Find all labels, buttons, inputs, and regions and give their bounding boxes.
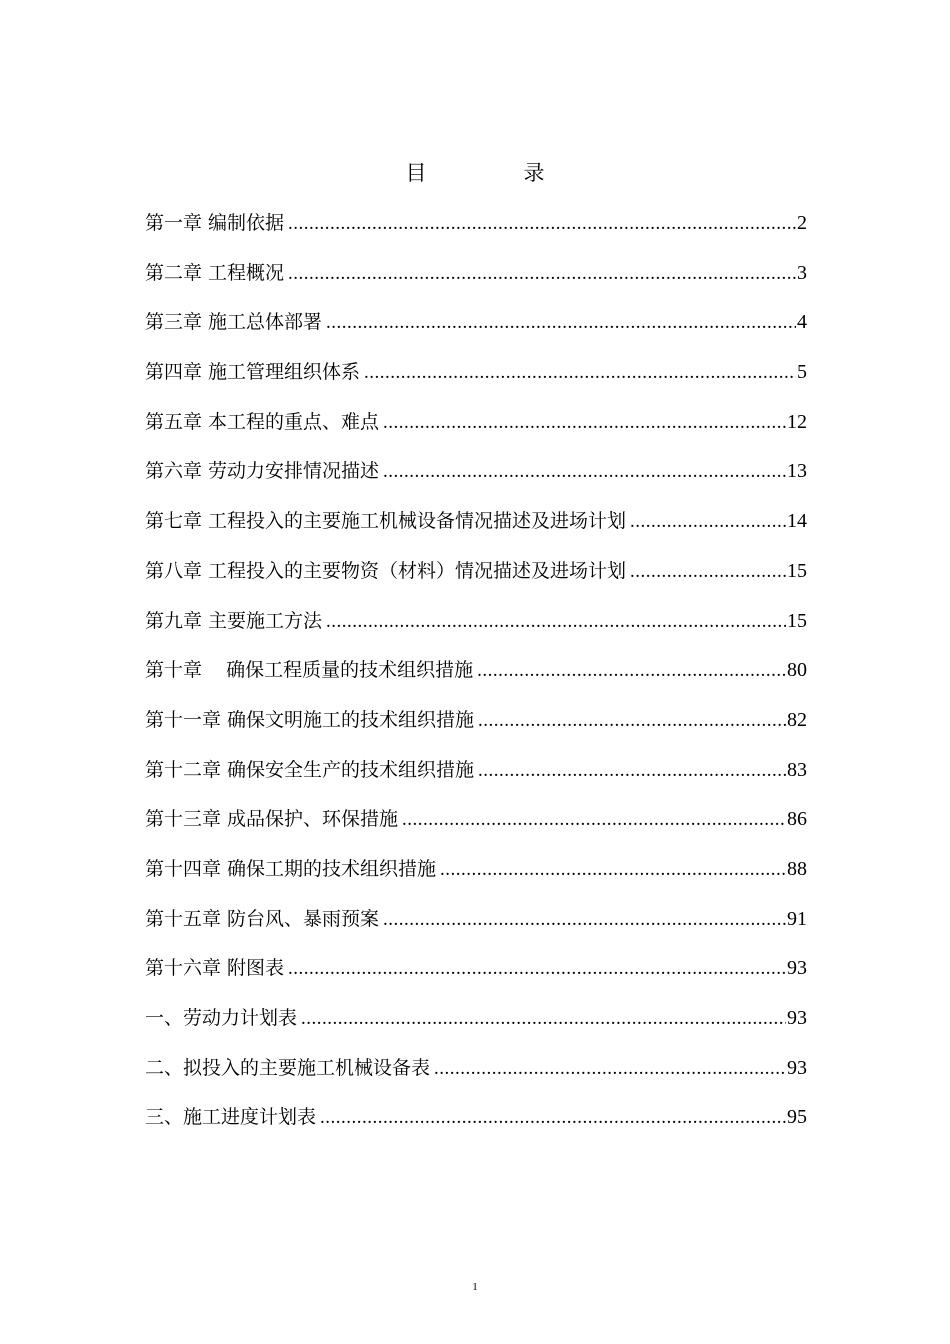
- toc-entry[interactable]: [145, 506, 807, 556]
- toc-entry-label: 第十章 确保工程质量的技术组织措施: [145, 659, 474, 682]
- toc-entry-page: 93: [787, 1056, 807, 1079]
- toc-entry-page: 12: [787, 410, 807, 433]
- toc-dot-leader: [434, 1054, 786, 1084]
- toc-entry-label: 第三章 施工总体部署: [145, 311, 323, 334]
- toc-entry-label: 第十四章 确保工期的技术组织措施: [145, 857, 437, 880]
- toc-entry-page: 86: [787, 808, 807, 831]
- page-number: 1: [472, 1281, 478, 1293]
- toc-dot-leader: [320, 1103, 786, 1133]
- toc-entry[interactable]: [145, 456, 807, 506]
- toc-entry-label: 第七章 工程投入的主要施工机械设备情况描述及进场计划: [145, 510, 627, 533]
- toc-entry-page: 91: [787, 907, 807, 930]
- toc-dot-leader: [478, 706, 786, 736]
- toc-entry[interactable]: [145, 1053, 807, 1103]
- toc-entry-label: 第五章 本工程的重点、难点: [145, 410, 380, 433]
- toc-entry-label: 一、劳动力计划表: [145, 1007, 298, 1029]
- toc-entry-label: 第一章 编制依据: [145, 212, 285, 234]
- toc-entry[interactable]: [145, 854, 807, 904]
- toc-entry-page: 13: [787, 460, 807, 483]
- toc-dot-leader: [326, 308, 796, 338]
- toc-entry[interactable]: [145, 755, 807, 805]
- toc-dot-leader: [402, 805, 786, 835]
- toc-dot-leader: [326, 607, 786, 637]
- toc-dot-leader: [364, 358, 796, 388]
- toc-entry[interactable]: [145, 208, 807, 258]
- toc-entry-page: 5: [797, 361, 807, 384]
- toc-dot-leader: [440, 855, 786, 885]
- toc-entry-label: 第十三章 成品保护、环保措施: [145, 808, 399, 831]
- toc-entry[interactable]: [145, 804, 807, 854]
- toc-entry-page: 4: [797, 311, 807, 334]
- toc-dot-leader: [383, 408, 786, 438]
- toc-entry-label: 第八章 工程投入的主要物资（材料）情况描述及进场计划: [145, 559, 627, 582]
- toc-entry-label: 第六章 劳动力安排情况描述: [145, 460, 380, 483]
- toc-entry-page: 15: [787, 559, 807, 582]
- toc-entry[interactable]: [145, 655, 807, 705]
- toc-list: [145, 208, 807, 1152]
- toc-dot-leader: [477, 656, 786, 686]
- toc-entry-label: 第二章 工程概况: [145, 261, 285, 284]
- toc-entry[interactable]: [145, 904, 807, 954]
- toc-entry-page: 2: [797, 212, 807, 234]
- toc-entry-page: 80: [787, 659, 807, 682]
- toc-entry[interactable]: [145, 307, 807, 357]
- toc-entry-label: 第十六章 附图表: [145, 957, 285, 980]
- toc-entry-page: 93: [787, 1007, 807, 1029]
- toc-entry[interactable]: [145, 705, 807, 755]
- toc-entry-page: 83: [787, 758, 807, 781]
- toc-entry-page: 3: [797, 261, 807, 284]
- toc-entry-page: 14: [787, 510, 807, 533]
- toc-entry-page: 82: [787, 708, 807, 731]
- toc-entry-page: 93: [787, 957, 807, 980]
- toc-entry[interactable]: [145, 556, 807, 606]
- toc-dot-leader: [288, 259, 796, 289]
- toc-title: 目 录: [405, 161, 583, 185]
- toc-entry-label: 二、拟投入的主要施工机械设备表: [145, 1056, 431, 1079]
- toc-entry[interactable]: [145, 407, 807, 457]
- toc-dot-leader: [301, 1004, 786, 1034]
- toc-entry-page: 88: [787, 857, 807, 880]
- toc-entry[interactable]: [145, 258, 807, 308]
- toc-dot-leader: [288, 954, 786, 984]
- toc-entry[interactable]: [145, 606, 807, 656]
- toc-dot-leader: [478, 756, 786, 786]
- toc-entry[interactable]: [145, 953, 807, 1003]
- toc-entry-page: 15: [787, 609, 807, 632]
- toc-entry-label: 第十二章 确保安全生产的技术组织措施: [145, 758, 475, 781]
- toc-dot-leader: [630, 557, 786, 587]
- toc-entry-label: 第四章 施工管理组织体系: [145, 361, 361, 384]
- toc-dot-leader: [383, 457, 786, 487]
- toc-entry-label: 第十一章 确保文明施工的技术组织措施: [145, 708, 475, 731]
- toc-entry[interactable]: [145, 1102, 807, 1152]
- toc-dot-leader: [383, 905, 786, 935]
- toc-entry-label: 三、施工进度计划表: [145, 1106, 317, 1129]
- toc-entry[interactable]: [145, 357, 807, 407]
- toc-entry[interactable]: [145, 1003, 807, 1053]
- toc-entry-page: 95: [787, 1106, 807, 1129]
- toc-entry-label: 第十五章 防台风、暴雨预案: [145, 907, 380, 930]
- toc-entry-label: 第九章 主要施工方法: [145, 609, 323, 632]
- toc-dot-leader: [288, 209, 796, 239]
- toc-dot-leader: [630, 507, 786, 537]
